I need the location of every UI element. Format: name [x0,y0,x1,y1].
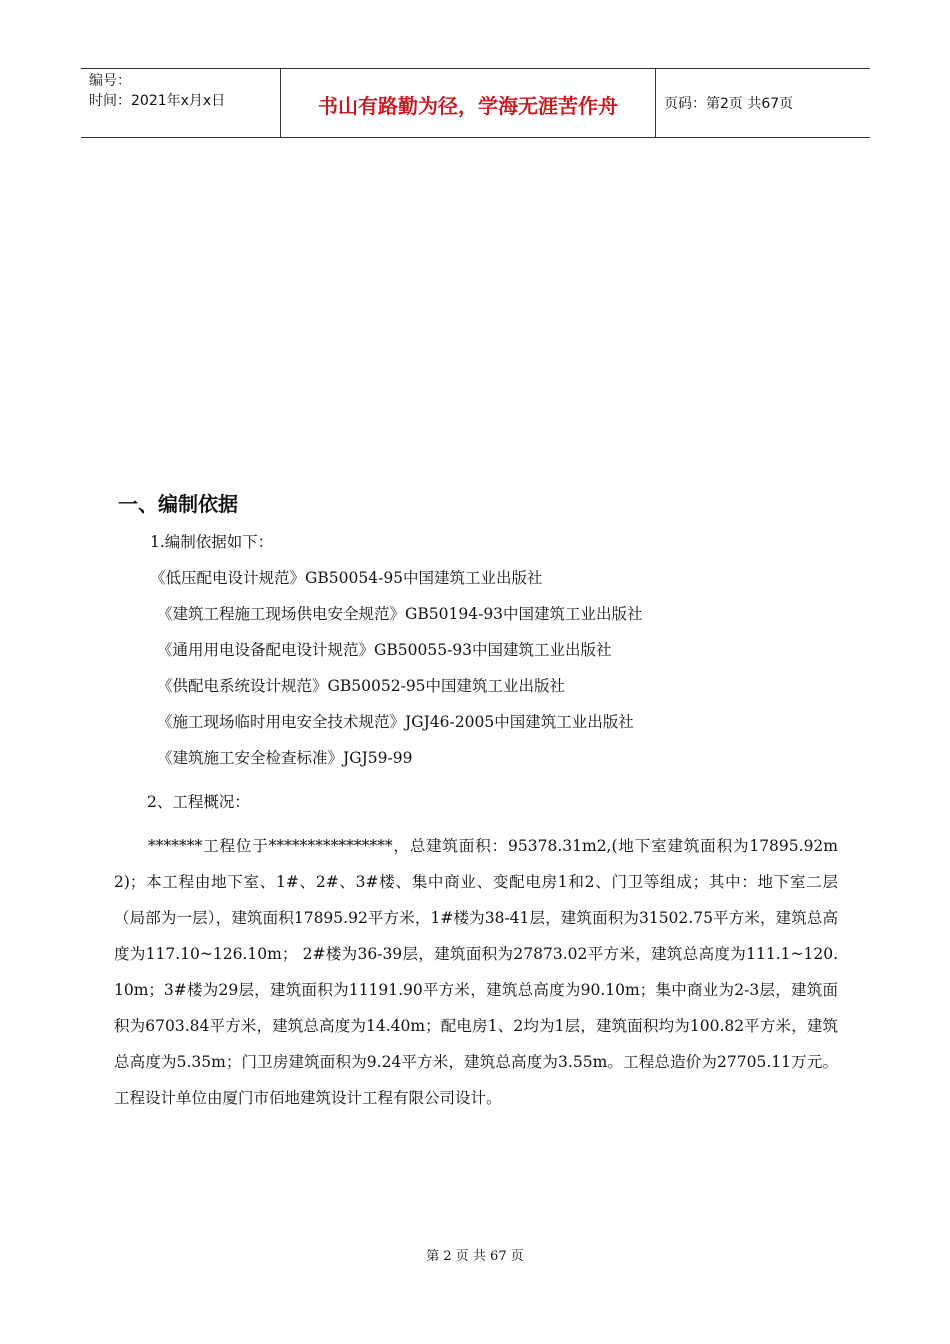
overview-paragraph: *******工程位于****************，总建筑面积：95378.31m2,(地下室建筑面积为17895.92m2)；本工程由地下室、1#、2#、3#楼、集中商业、变配电房1和2、门卫等组成；其中：地下室二层（局部为一层），建筑面积17895.92平方米，1#楼为38-41层，建筑面积为31502.75平方米，建筑总高度为117.10~126.10m； 2#楼为36-39层，建筑面积为27873.02平方米，建筑总高度为111.1~120.10m；3#楼为29层，建筑面积为11191.90平方米，建筑总高度为90.10m；集中商业为2-3层，建筑面积为6703.84平方米，建筑总高度为14.40m；配电房1、2均为1层，建筑面积均为100.82平方米，建筑总高度为5.35m；门卫房建筑面积为9.24平方米，建筑总高度为3.55m。工程总造价为27705.11万元。工程设计单位由厦门市佰地建筑设计工程有限公司设计。 [114,837,838,1107]
overview-heading: 2、工程概况： [147,793,250,811]
section-heading: 一、编制依据 [118,492,238,516]
reference-item: 《建筑工程施工现场供电安全规范》GB50194-93中国建筑工业出版社 [157,605,643,623]
document-date-label: 时间：2021年x月x日 [89,93,226,109]
header-motto: 书山有路勤为径，学海无涯苦作舟 [281,69,656,137]
header-page-number: 页码：第2页 共67页 [664,96,794,112]
reference-item: 《供配电系统设计规范》GB50052-95中国建筑工业出版社 [157,677,566,695]
reference-item: 《建筑施工安全检查标准》JGJ59-99 [157,749,413,767]
reference-item: 《通用用电设备配电设计规范》GB50055-93中国建筑工业出版社 [157,641,612,659]
basis-intro: 1.编制依据如下： [150,533,274,551]
page-footer: 第 2 页 共 67 页 [426,1249,524,1264]
reference-item: 《施工现场临时用电安全技术规范》JGJ46-2005中国建筑工业出版社 [157,713,634,731]
header-meta [81,69,281,137]
page-header [81,68,870,138]
document-number-label: 编号： [89,73,131,89]
reference-item: 《低压配电设计规范》GB50054-95中国建筑工业出版社 [150,569,543,587]
